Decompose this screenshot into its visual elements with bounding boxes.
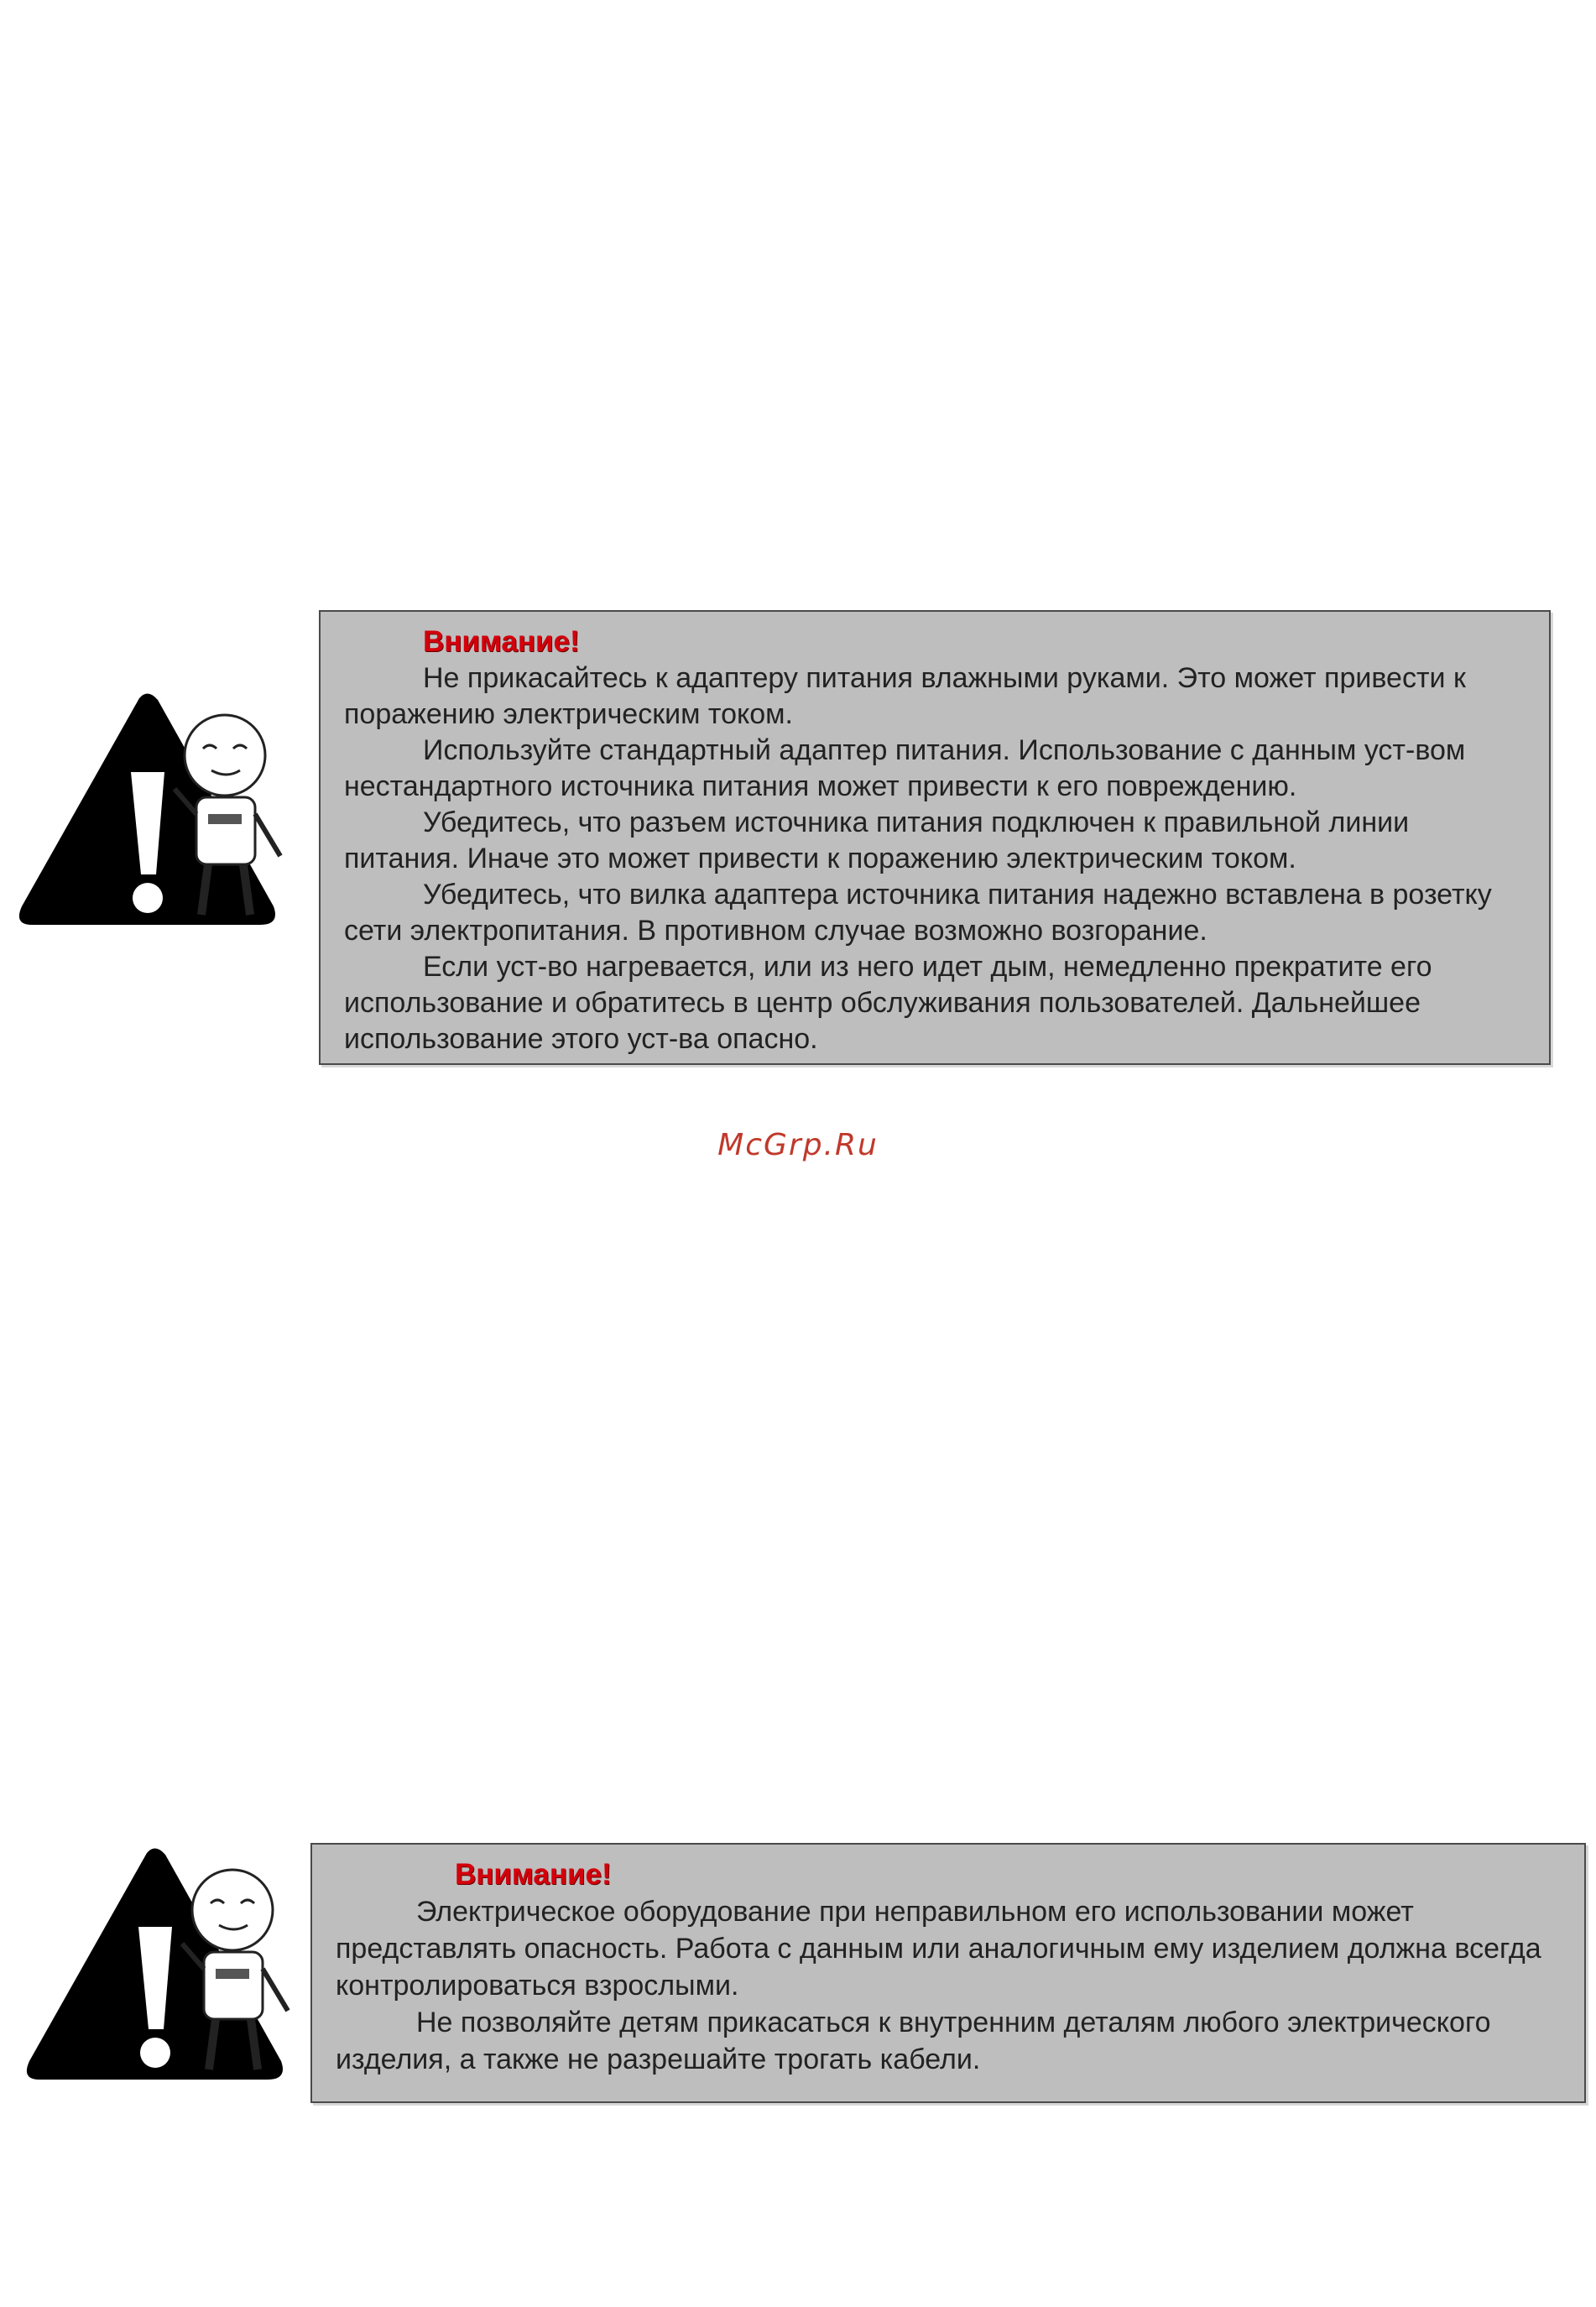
warning-box [319,610,1551,1065]
warning-box [310,1843,1586,2103]
warning-paragraph: Если уст-во нагревается, или из него идет дым, немедленно прекратите его использование и обратитесь в центр обслуживания пользователей. Дальнейшее использование этого уст-ва опасно. [344,951,1432,1055]
warning-paragraph: Используйте стандартный адаптер питания. Использование с данным уст-вом нестандартного источника питания может привести к его повреждению. [344,734,1466,802]
warning-robot-icon [13,688,290,932]
warning-paragraph: Убедитесь, что разъем источника питания подключен к правильной линии питания. Иначе это может привести к поражению электрическим током. [344,806,1410,874]
watermark: McGrp.Ru [717,1128,879,1162]
warning-paragraph: Не позволяйте детям прикасаться к внутренним деталям любого электрического изделия, а также не разрешайте трогать кабели. [336,2007,1491,2075]
warning-robot-icon [17,1843,302,2086]
warning-paragraph: Электрическое оборудование при неправильном его использовании может представлять опасность. Работа с данным или аналогичным ему изделием должна всегда контролироваться взрослыми. [336,1896,1541,2002]
warning-paragraph: Убедитесь, что вилка адаптера источника питания надежно вставлена в розетку сети электропитания. В противном случае возможно возгорание. [344,879,1492,947]
warning-paragraph: Не прикасайтесь к адаптеру питания влажными руками. Это может привести к поражению электрическим током. [344,662,1466,730]
warning-title: Внимание! [423,625,580,658]
warning-title: Внимание! [455,1858,612,1891]
